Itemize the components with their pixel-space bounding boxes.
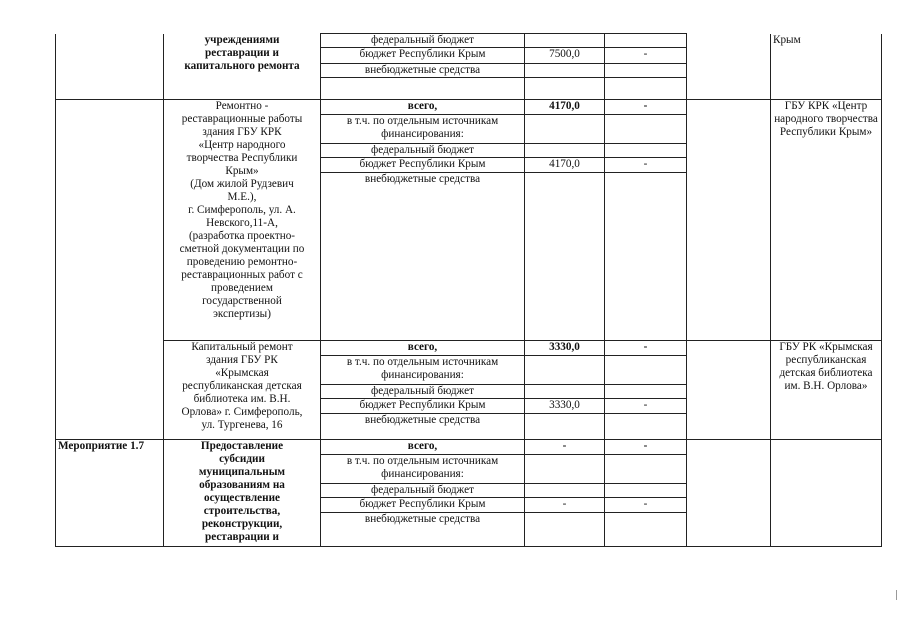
measure-name-cell [164,100,321,341]
amount-cell: 4170,0 [525,158,605,173]
measure-name-line: реконструкции, [201,518,283,530]
table-row [56,34,882,48]
measure-name-line: Крым» [225,165,259,177]
funding-source-cell: федеральный бюджет [321,144,525,158]
amount-cell [525,144,605,158]
measure-name-line: (разработка проектно- [188,230,296,242]
funding-source-cell: всего, [321,440,525,455]
amount-cell [525,484,605,498]
plan-amount-cell: - [605,341,687,356]
plan-amount-cell: - [605,440,687,455]
plan-amount-cell: - [605,100,687,115]
empty-cell [687,341,771,440]
amount-cell: - [525,440,605,455]
measure-name-line: субсидии [219,453,265,465]
funding-source-cell: внебюджетные средства [321,173,525,341]
funding-source-cell: федеральный бюджет [321,385,525,399]
measure-name-line: проведению ремонтно- [186,256,298,268]
measure-name-line: Невского,11-А, [206,217,278,229]
amount-cell [525,385,605,399]
measure-name-line: государственной [202,295,282,307]
edge-mark [896,590,897,600]
recipient-cell: ГБУ КРК «Центр народного творчества Республики Крым» [771,100,882,341]
measure-name-line: осуществление [203,492,280,504]
measure-name-line: г. Симферополь, ул. А. [188,204,296,216]
event-label-cell [56,341,164,440]
plan-amount-cell [605,455,687,484]
amount-cell [525,513,605,547]
amount-cell [525,34,605,48]
measure-name-line: реставрации и [205,531,279,543]
plan-amount-cell: - [605,498,687,513]
table-row [56,100,882,115]
measure-name-line: Орлова» г. Симферополь, [181,406,303,418]
measure-name-line: республиканская детская [182,380,302,392]
measure-name-line: Капитальный ремонт [191,341,293,353]
funding-source-cell: бюджет Республики Крым [321,158,525,173]
plan-amount-cell [605,34,687,48]
measure-name-line: строительства, [203,505,281,517]
measure-name-line: реставрационных работ с [181,269,303,281]
measure-name-line: Предоставление [200,440,284,452]
measure-name-line: творчества Республики [186,152,298,164]
funding-source-cell: всего, [321,341,525,356]
measure-name-line: капитального ремонта [184,59,300,72]
plan-amount-cell [605,64,687,78]
recipient-cell: ГБУ РК «Крымская республиканская детская библиотека им. В.Н. Орлова» [771,341,882,440]
funding-source-cell: в т.ч. по отдельным источникам финансирования: [321,115,525,144]
measure-name-line: экспертизы) [213,308,271,320]
funding-source-cell: бюджет Республики Крым [321,498,525,513]
plan-amount-cell [605,78,687,100]
measure-name-line: сметной документации по [179,243,305,255]
measure-name-line: реставрационные работы [181,113,303,125]
measure-name-line: ул. Тургенева, 16 [201,419,283,431]
measure-name-cell [164,34,321,100]
event-label-cell [56,100,164,341]
amount-cell [525,78,605,100]
plan-amount-cell: - [605,158,687,173]
measure-name-line: «Центр народного [198,139,286,151]
amount-cell [525,173,605,341]
funding-source-cell: внебюджетные средства [321,64,525,78]
funding-table [55,33,882,547]
plan-amount-cell [605,356,687,385]
measure-name-line: Ремонтно - [215,100,269,112]
funding-source-cell: бюджет Республики Крым [321,399,525,414]
measure-name-line: «Крымская [215,367,269,379]
funding-source-cell [321,78,525,100]
measure-name-line: проведением [211,282,273,294]
plan-amount-cell: - [605,48,687,64]
measure-name-line: (Дом жилой Рудзевич [190,178,294,190]
empty-cell [687,440,771,547]
funding-table-body [56,34,882,547]
amount-cell [525,356,605,385]
measure-name-line: здания ГБУ КРК [202,126,282,138]
amount-cell [525,64,605,78]
empty-cell [687,100,771,341]
event-label-cell [56,34,164,100]
plan-amount-cell [605,115,687,144]
measure-name-line: образованиям на [199,479,285,491]
measure-name-line: учреждениями [204,33,280,46]
measure-name-line: муниципальным [198,466,286,478]
funding-source-cell: бюджет Республики Крым [321,48,525,64]
funding-source-cell: внебюджетные средства [321,513,525,547]
amount-cell: 3330,0 [525,341,605,356]
funding-source-cell: в т.ч. по отдельным источникам финансирования: [321,356,525,385]
table-row [56,341,882,356]
funding-source-cell: в т.ч. по отдельным источникам финансирования: [321,455,525,484]
plan-amount-cell [605,414,687,440]
event-label-cell: Мероприятие 1.7 [56,440,164,547]
amount-cell: - [525,498,605,513]
recipient-cell [771,440,882,547]
measure-name-cell [164,341,321,440]
measure-name-line: здания ГБУ РК [206,354,278,366]
measure-name-line: реставрации и [205,46,279,59]
recipient-cell: Крым [771,34,882,100]
amount-cell [525,115,605,144]
measure-name-line: библиотека им. В.Н. [193,393,291,405]
plan-amount-cell [605,385,687,399]
amount-cell: 3330,0 [525,399,605,414]
measure-name-line: М.Е.), [227,191,257,203]
plan-amount-cell [605,173,687,341]
plan-amount-cell: - [605,399,687,414]
funding-source-cell: всего, [321,100,525,115]
amount-cell [525,414,605,440]
funding-source-cell: внебюджетные средства [321,414,525,440]
plan-amount-cell [605,513,687,547]
plan-amount-cell [605,144,687,158]
plan-amount-cell [605,484,687,498]
measure-name-cell [164,440,321,547]
empty-cell [687,34,771,100]
amount-cell: 4170,0 [525,100,605,115]
funding-source-cell: федеральный бюджет [321,484,525,498]
amount-cell [525,455,605,484]
funding-source-cell: федеральный бюджет [321,34,525,48]
amount-cell: 7500,0 [525,48,605,64]
table-row [56,440,882,455]
